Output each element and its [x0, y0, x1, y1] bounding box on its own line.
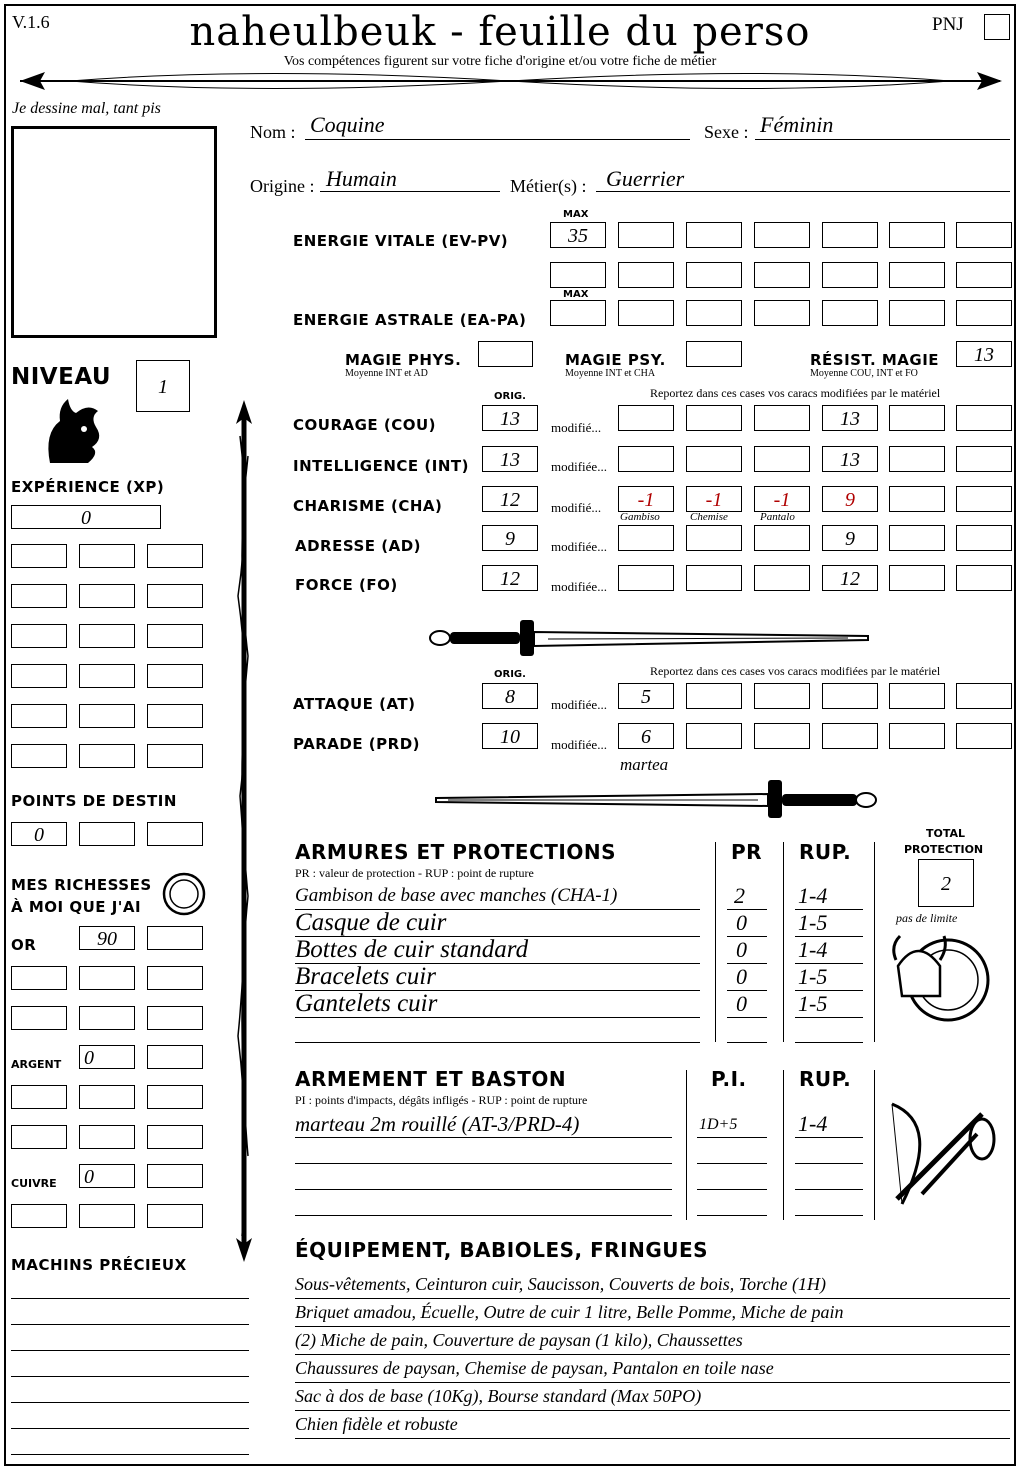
cou-orig-box[interactable]: 13 — [482, 405, 538, 431]
cha-orig-box[interactable]: 12 — [482, 486, 538, 512]
armure-item-rup[interactable]: 1-4 — [798, 937, 828, 962]
armement-title: ARMEMENT ET BASTON — [295, 1067, 567, 1091]
combat-orig-label: ORIG. — [494, 669, 526, 680]
armure-item-rup[interactable]: 1-5 — [798, 910, 828, 935]
ea-max-box[interactable] — [550, 300, 606, 326]
armure-item-name[interactable]: Bottes de cuir standard — [295, 936, 529, 963]
metier-value[interactable]: Guerrier — [606, 166, 685, 191]
equipement-line[interactable]: (2) Miche de pain, Couverture de paysan (1 kilo), Chaussettes — [295, 1330, 743, 1350]
arme-item-rup[interactable]: 1-4 — [798, 1111, 828, 1136]
cuivre-box[interactable]: 0 — [79, 1164, 135, 1188]
magie-phys-note: Moyenne INT et AD — [345, 368, 428, 379]
equipement-line[interactable]: Chien fidèle et robuste — [295, 1414, 458, 1434]
sword-icon — [428, 776, 878, 822]
at-orig-box[interactable]: 8 — [482, 683, 538, 709]
combat-report-note: Reportez dans ces cases vos caracs modifiées par le matériel — [650, 664, 941, 678]
origine-label: Origine : — [250, 176, 315, 196]
fo-mod-label: modifiée... — [551, 579, 607, 594]
or-label: OR — [11, 936, 37, 954]
armures-note: PR : valeur de protection - RUP : point de rupture — [295, 866, 534, 880]
weapons-icon — [882, 1094, 1002, 1214]
richesses-label-1: MES RICHESSES — [11, 876, 152, 894]
ad-orig-box[interactable]: 9 — [482, 525, 538, 551]
prd-mod1-box[interactable]: 6 — [618, 723, 674, 749]
equipement-title: ÉQUIPEMENT, BABIOLES, FRINGUES — [295, 1238, 709, 1262]
cha-final-box[interactable]: 9 — [822, 486, 878, 512]
arme-item-pi[interactable]: 1D+5 — [699, 1116, 738, 1133]
dragon-icon — [40, 393, 106, 465]
page-title: naheulbeuk - feuille du perso — [189, 9, 811, 55]
sexe-value[interactable]: Féminin — [760, 112, 834, 137]
armures-title: ARMURES ET PROTECTIONS — [295, 840, 616, 864]
armures-rup-header: RUP. — [799, 840, 852, 864]
ea-max-label: MAX — [563, 289, 589, 300]
argent-box[interactable]: 0 — [79, 1045, 135, 1069]
destin-label: POINTS DE DESTIN — [11, 792, 177, 810]
armure-item-pr[interactable]: 0 — [736, 910, 747, 935]
ad-label: ADRESSE (AD) — [295, 537, 422, 555]
equipement-line[interactable]: Chaussures de paysan, Chemise de paysan, Pantalon en toile nase — [295, 1358, 774, 1378]
prd-label: PARADE (PRD) — [293, 735, 421, 753]
equipement-line[interactable]: Sac à dos de base (10Kg), Bourse standard (Max 50PO) — [295, 1386, 702, 1406]
cou-mod-label: modifié... — [551, 420, 602, 435]
armure-item-name[interactable]: Gantelets cuir — [295, 990, 438, 1017]
pnj-label: PNJ — [932, 14, 964, 35]
ev-label: ENERGIE VITALE (EV-PV) — [293, 232, 509, 250]
at-label: ATTAQUE (AT) — [293, 695, 416, 713]
cou-final-box[interactable]: 13 — [822, 405, 878, 431]
prd-mod-label: modifiée... — [551, 737, 607, 752]
nom-label: Nom : — [250, 122, 296, 142]
fo-label: FORCE (FO) — [295, 576, 398, 594]
staff-icon — [226, 396, 262, 1266]
armures-pr-header: PR — [731, 840, 763, 864]
total-protection-box[interactable]: 2 — [918, 859, 974, 907]
armure-item-rup[interactable]: 1-5 — [798, 964, 828, 989]
cha-mod-label: modifié... — [551, 500, 602, 515]
magie-psy-note: Moyenne INT et CHA — [565, 368, 656, 379]
cha-note-2: Chemise — [690, 511, 728, 523]
version-label: V.1.6 — [12, 12, 50, 32]
origine-value[interactable]: Humain — [326, 166, 397, 191]
nom-value[interactable]: Coquine — [310, 112, 385, 137]
arme-item-name[interactable]: marteau 2m rouillé (AT-3/PRD-4) — [295, 1112, 580, 1136]
sexe-label: Sexe : — [704, 122, 749, 142]
magie-psy-label: MAGIE PSY. — [565, 351, 666, 369]
total-protection-label-2: PROTECTION — [904, 843, 984, 856]
armement-rup-header: RUP. — [799, 1067, 852, 1091]
caracs-report-note: Reportez dans ces cases vos caracs modifiées par le matériel — [650, 386, 941, 400]
ad-mod-label: modifiée... — [551, 539, 607, 554]
ad-final-box[interactable]: 9 — [822, 525, 878, 551]
sword-icon — [428, 614, 878, 660]
cuivre-label: CUIVRE — [11, 1177, 57, 1190]
cha-label: CHARISME (CHA) — [293, 497, 443, 515]
cha-mod1-box[interactable]: -1 — [618, 486, 674, 512]
armure-item-pr[interactable]: 2 — [734, 883, 745, 908]
resist-magie-box[interactable]: 13 — [956, 341, 1012, 367]
fo-orig-box[interactable]: 12 — [482, 565, 538, 591]
fo-final-box[interactable]: 12 — [822, 565, 878, 591]
armure-item-rup[interactable]: 1-4 — [798, 883, 828, 908]
armure-item-pr[interactable]: 0 — [736, 964, 747, 989]
armure-item-name[interactable]: Casque de cuir — [295, 909, 447, 936]
int-mod-label: modifiée... — [551, 459, 607, 474]
equipement-line[interactable]: Sous-vêtements, Ceinturon cuir, Saucisson, Couverts de bois, Torche (1H) — [295, 1274, 826, 1294]
machins-label: MACHINS PRÉCIEUX — [11, 1256, 187, 1274]
magie-phys-box[interactable] — [478, 341, 533, 367]
xp-box[interactable]: 0 — [11, 505, 161, 529]
armure-item-name[interactable]: Bracelets cuir — [295, 963, 436, 990]
niveau-box[interactable]: 1 — [136, 360, 190, 412]
coin-icon — [160, 870, 208, 918]
armement-note: PI : points d'impacts, dégâts infligés - RUP : point de rupture — [295, 1093, 588, 1107]
helmet-shield-icon — [888, 926, 998, 1026]
armure-item-name[interactable]: Gambison de base avec manches (CHA-1) — [295, 885, 618, 906]
resist-magie-note: Moyenne COU, INT et FO — [810, 368, 918, 379]
cha-note-1: Gambiso — [620, 511, 660, 523]
portrait-box[interactable] — [11, 126, 217, 338]
ev-max-label: MAX — [563, 209, 589, 220]
armures-limit-note: pas de limite — [896, 911, 958, 925]
page-subtitle: Vos compétences figurent sur votre fiche d'origine et/ou votre fiche de métier — [283, 54, 717, 69]
caracs-orig-label: ORIG. — [494, 391, 526, 402]
argent-label: ARGENT — [11, 1058, 62, 1071]
armure-item-pr[interactable]: 0 — [736, 937, 747, 962]
ev-max-box[interactable]: 35 — [550, 222, 606, 248]
cha-note-3: Pantalo — [760, 511, 795, 523]
cha-mod2-box[interactable]: -1 — [686, 486, 742, 512]
int-label: INTELLIGENCE (INT) — [293, 457, 469, 475]
equipement-line[interactable]: Briquet amadou, Écuelle, Outre de cuir 1 litre, Belle Pomme, Miche de pain — [295, 1302, 844, 1322]
resist-magie-label: RÉSIST. MAGIE — [810, 351, 940, 369]
niveau-label: NIVEAU — [11, 364, 112, 390]
xp-label: EXPÉRIENCE (XP) — [11, 478, 165, 496]
prd-orig-box[interactable]: 10 — [482, 723, 538, 749]
total-protection-label-1: TOTAL — [926, 827, 966, 840]
or-box[interactable]: 90 — [79, 926, 135, 950]
int-final-box[interactable]: 13 — [822, 446, 878, 472]
int-orig-box[interactable]: 13 — [482, 446, 538, 472]
at-mod1-box[interactable]: 5 — [618, 683, 674, 709]
destin-box[interactable]: 0 — [11, 822, 67, 846]
cou-label: COURAGE (COU) — [293, 416, 437, 434]
armure-item-pr[interactable]: 0 — [736, 991, 747, 1016]
armure-item-rup[interactable]: 1-5 — [798, 991, 828, 1016]
ea-label: ENERGIE ASTRALE (EA-PA) — [293, 311, 527, 329]
metier-label: Métier(s) : — [510, 176, 587, 196]
richesses-label-2: À MOI QUE J'AI — [11, 898, 142, 916]
armement-pi-header: P.I. — [711, 1067, 747, 1091]
portrait-caption: Je dessine mal, tant pis — [12, 100, 161, 117]
cha-mod3-box[interactable]: -1 — [754, 486, 810, 512]
spear-divider-icon — [10, 64, 1012, 98]
pnj-checkbox[interactable] — [984, 14, 1010, 40]
at-mod-label: modifiée... — [551, 697, 607, 712]
magie-phys-label: MAGIE PHYS. — [345, 351, 462, 369]
prd-note: martea — [620, 755, 669, 774]
magie-psy-box[interactable] — [686, 341, 742, 367]
